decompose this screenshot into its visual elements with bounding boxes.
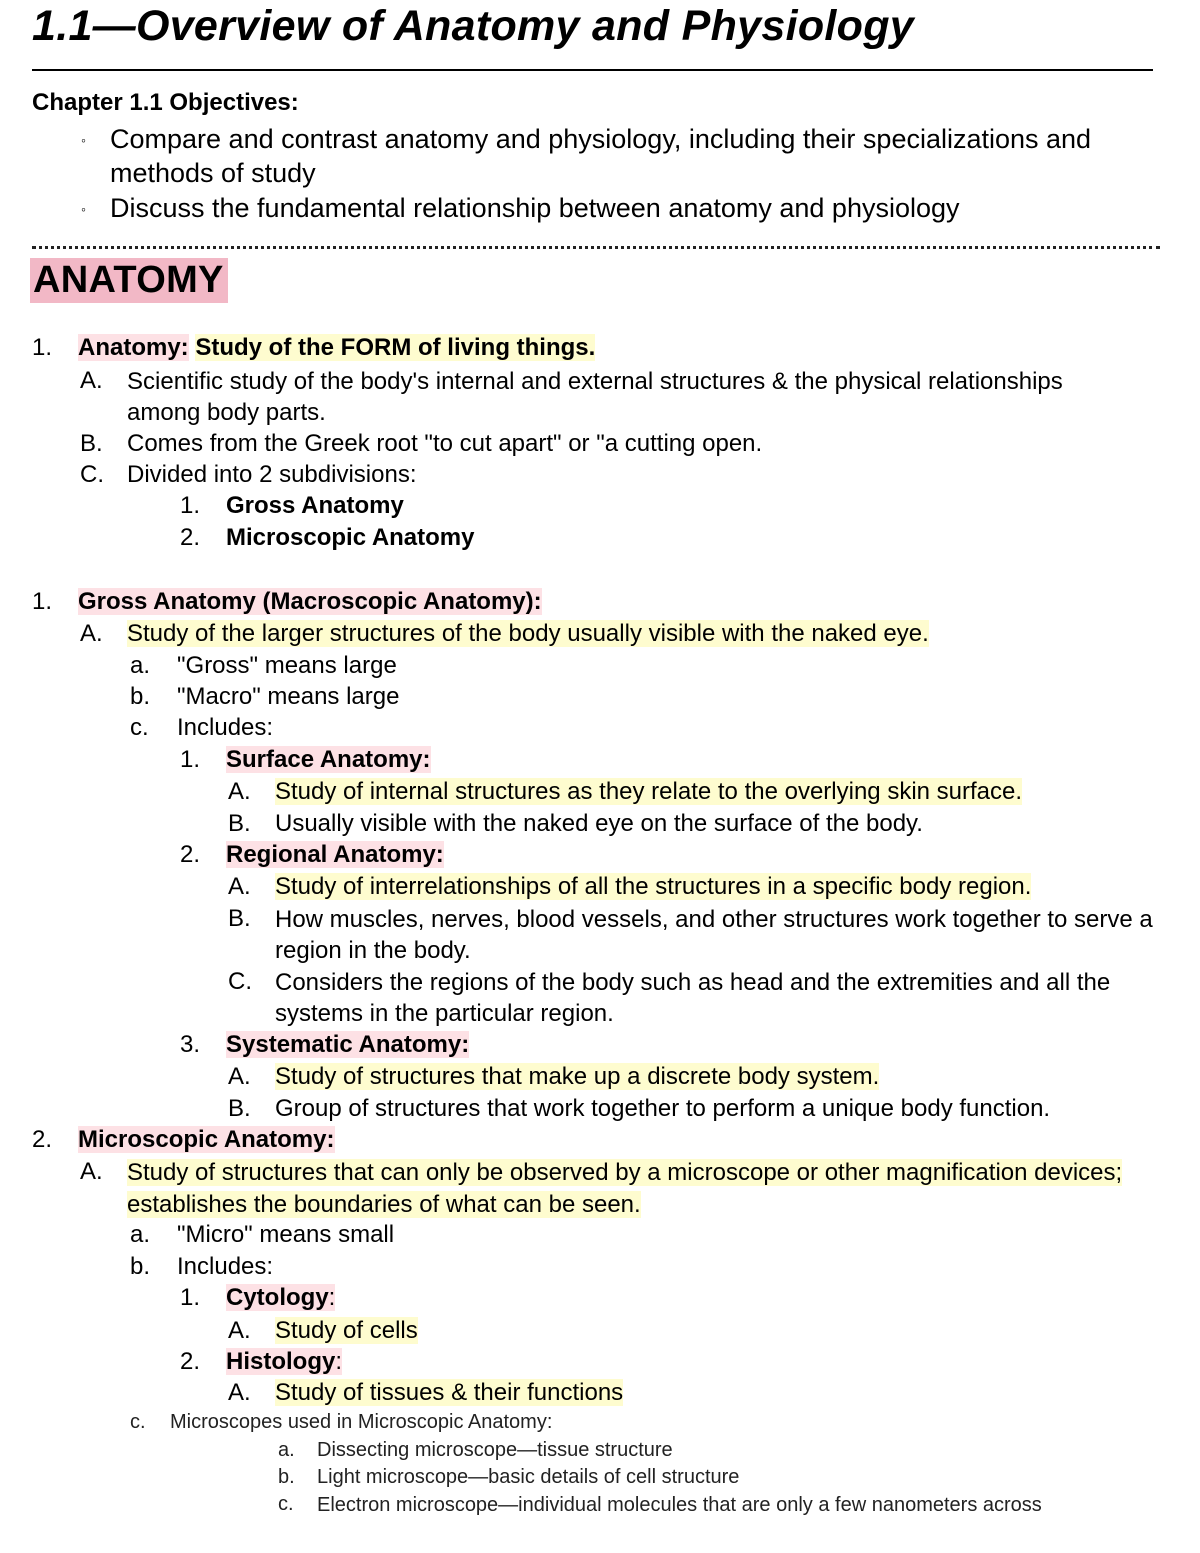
list-marker: 1. bbox=[32, 588, 53, 615]
list-marker: B. bbox=[228, 1095, 251, 1122]
list-marker: b. bbox=[130, 1253, 151, 1280]
list-marker: C. bbox=[228, 968, 252, 995]
list-marker: 2. bbox=[180, 1348, 201, 1375]
definition-highlight: Study of the larger structures of the body usually visible with the naked eye. bbox=[127, 620, 929, 647]
type-point bbox=[275, 1378, 623, 1408]
microscope-item: Light microscope—basic details of cell structure bbox=[317, 1466, 740, 1488]
objective-item: Discuss the fundamental relationship between anatomy and physiology bbox=[110, 193, 960, 223]
list-marker: A. bbox=[228, 1063, 251, 1090]
list-marker: A. bbox=[228, 778, 251, 805]
list-marker: a. bbox=[130, 652, 151, 679]
list-marker: b. bbox=[278, 1466, 295, 1488]
list-marker: 1. bbox=[32, 334, 53, 361]
list-marker: A. bbox=[228, 1317, 251, 1344]
microscopic-anatomy-definition bbox=[127, 1157, 1167, 1221]
list-marker: b. bbox=[130, 683, 151, 710]
section-divider bbox=[32, 246, 1160, 249]
cytology-term: Cytology bbox=[226, 1284, 329, 1311]
anatomy-type-heading bbox=[226, 1030, 469, 1060]
definition-highlight: Study of interrelationships of all the structures in a specific body region. bbox=[275, 873, 1032, 900]
section-title: ANATOMY bbox=[30, 258, 228, 303]
title-divider bbox=[32, 69, 1153, 71]
list-marker: a. bbox=[130, 1221, 151, 1248]
list-marker: A. bbox=[80, 367, 103, 394]
list-marker: 1. bbox=[180, 746, 201, 773]
list-marker: c. bbox=[130, 1411, 146, 1433]
type-point: Usually visible with the naked eye on the surface of the body. bbox=[275, 810, 923, 837]
definition-highlight: Study of structures that can only be observed by a microscope or other magnification devices; establishes the boundaries of what can be seen. bbox=[127, 1159, 1123, 1218]
type-point: How muscles, nerves, blood vessels, and other structures work together to serve a region in the body. bbox=[275, 906, 1153, 964]
microscopic-anatomy-heading bbox=[78, 1125, 335, 1155]
objectives-heading: Chapter 1.1 Objectives: bbox=[32, 89, 299, 116]
definition-highlight: Study of tissues & their functions bbox=[275, 1379, 624, 1406]
list-marker: B. bbox=[228, 810, 251, 837]
type-point bbox=[275, 777, 1022, 807]
list-marker: A. bbox=[228, 1379, 251, 1406]
type-point bbox=[275, 1062, 879, 1092]
list-marker: C. bbox=[80, 461, 104, 488]
definition-highlight: Study of cells bbox=[275, 1317, 418, 1344]
anatomy-point: Divided into 2 subdivisions: bbox=[127, 461, 417, 488]
systematic-anatomy-term: Systematic Anatomy: bbox=[226, 1031, 470, 1058]
anatomy-definition: Study of the FORM of living things. bbox=[195, 334, 596, 361]
definition-highlight: Study of structures that make up a discrete body system. bbox=[275, 1063, 880, 1090]
subdivision-item: Gross Anatomy bbox=[226, 492, 404, 519]
note-item: "Micro" means small bbox=[177, 1221, 395, 1248]
list-marker: 2. bbox=[180, 524, 201, 551]
anatomy-point: Comes from the Greek root "to cut apart" or "a cutting open. bbox=[127, 430, 763, 457]
note-item: Includes: bbox=[177, 714, 274, 741]
subdivision-item: Microscopic Anatomy bbox=[226, 524, 475, 551]
microscopic-anatomy-term: Microscopic Anatomy: bbox=[78, 1126, 335, 1153]
microscopes-heading: Microscopes used in Microscopic Anatomy: bbox=[170, 1411, 553, 1433]
list-marker: 3. bbox=[180, 1031, 201, 1058]
term-colon: : bbox=[328, 1284, 336, 1311]
surface-anatomy-term: Surface Anatomy: bbox=[226, 746, 431, 773]
type-point: Group of structures that work together to perform a unique body function. bbox=[275, 1095, 1051, 1122]
list-marker: c. bbox=[130, 714, 149, 741]
note-item: "Macro" means large bbox=[177, 683, 400, 710]
list-marker: c. bbox=[278, 1493, 294, 1515]
microscopic-type bbox=[226, 1283, 335, 1313]
type-point: Considers the regions of the body such as head and the extremities and all the systems in the particular region. bbox=[275, 969, 1111, 1027]
gross-anatomy-term: Gross Anatomy (Macroscopic Anatomy): bbox=[78, 588, 542, 615]
list-marker: A. bbox=[80, 1158, 103, 1185]
list-marker: 2. bbox=[32, 1126, 53, 1153]
type-point bbox=[275, 872, 1031, 902]
anatomy-point: Scientific study of the body's internal and external structures & the physical relationships among body parts. bbox=[127, 368, 1063, 426]
anatomy-term: Anatomy: bbox=[78, 334, 189, 361]
regional-anatomy-term: Regional Anatomy: bbox=[226, 841, 444, 868]
note-item: Includes: bbox=[177, 1253, 274, 1280]
list-marker: A. bbox=[228, 873, 251, 900]
anatomy-type-heading bbox=[226, 745, 431, 775]
type-point bbox=[275, 1316, 418, 1346]
bullet-icon: ◦ bbox=[81, 132, 86, 148]
gross-anatomy-heading bbox=[78, 587, 542, 617]
list-marker: B. bbox=[80, 430, 103, 457]
microscopic-type bbox=[226, 1347, 342, 1377]
definition-highlight: Study of internal structures as they relate to the overlying skin surface. bbox=[275, 778, 1023, 805]
list-marker: a. bbox=[278, 1439, 295, 1461]
list-marker: 1. bbox=[180, 1284, 201, 1311]
anatomy-heading bbox=[78, 333, 595, 363]
anatomy-type-heading bbox=[226, 840, 444, 870]
list-marker: 1. bbox=[180, 492, 201, 519]
term-colon: : bbox=[335, 1348, 343, 1375]
microscope-item: Dissecting microscope—tissue structure bbox=[317, 1439, 673, 1461]
list-marker: 2. bbox=[180, 841, 201, 868]
list-marker: B. bbox=[228, 905, 251, 932]
page-title: 1.1—Overview of Anatomy and Physiology bbox=[32, 2, 914, 50]
objective-item: Compare and contrast anatomy and physiology, including their specializations and methods of study bbox=[110, 124, 1092, 188]
bullet-icon: ◦ bbox=[81, 201, 86, 217]
histology-term: Histology bbox=[226, 1348, 336, 1375]
microscope-item: Electron microscope—individual molecules that are only a few nanometers across bbox=[317, 1494, 1042, 1516]
gross-anatomy-definition bbox=[127, 619, 929, 649]
note-item: "Gross" means large bbox=[177, 652, 397, 679]
list-marker: A. bbox=[80, 620, 103, 647]
